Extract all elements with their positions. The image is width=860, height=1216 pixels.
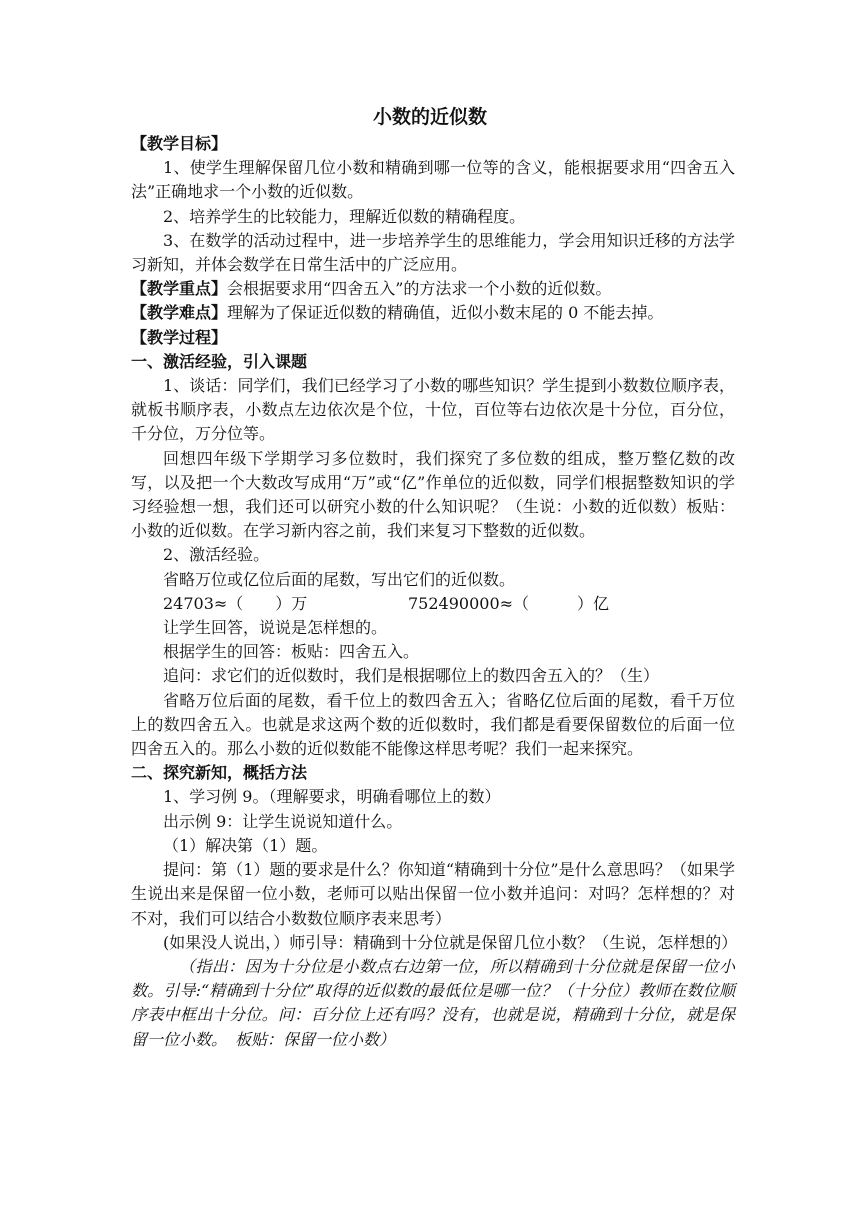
- key-point-text: 会根据要求用“四舍五入”的方法求一个小数的近似数。: [227, 279, 612, 299]
- page-title: 小数的近似数: [372, 106, 487, 128]
- estimate-left: 24703≈（ ）万: [163, 593, 308, 613]
- paragraph: 出示例 9：让学生说说知道什么。: [163, 811, 403, 831]
- paragraph: （1）解决第（1）题。: [163, 835, 328, 855]
- paragraph: 1、谈话：同学们，我们已经学习了小数的哪些知识？学生提到小数数位顺序表，就板书顺序表，小数点左边依次是个位，十位，百位等右边依次是十分位，百分位，千分位，万分位等。: [131, 376, 735, 444]
- paragraph: 提问：第（1）题的要求是什么？你知道“精确到十分位”是什么意思吗？（如果学生说出来是保留一位小数，老师可以贴出保留一位小数并追问：对吗？怎样想的？对不对，我们可以结合小数数位顺序表来思考）: [131, 860, 735, 928]
- paragraph: 回想四年级下学期学习多位数时，我们探究了多位数的组成，整万整亿数的改写，以及把一个大数改写成用“万”或“亿”作单位的近似数，同学们根据整数知识的学习经验想一想，我们还可以研究小数的什么知识呢？（生说：小数的近似数）板贴：小数的近似数。在学习新内容之前，我们来复习下整数的近似数。: [131, 448, 735, 541]
- objective-item: 3、在数学的活动过程中，进一步培养学生的思维能力，学会用知识迁移的方法学习新知，并体会数学在日常生活中的广泛应用。: [131, 230, 735, 275]
- objective-item: 2、培养学生的比较能力，理解近似数的精确程度。: [163, 206, 526, 226]
- key-point-line: [131, 277, 735, 301]
- difficulty-text: 理解为了保证近似数的精确值，近似小数末尾的 0 不能去掉。: [227, 303, 664, 323]
- objective-item: 1、使学生理解保留几位小数和精确到哪一位等的含义，能根据要求用“四舍五入法”正确地求一个小数的近似数。: [131, 158, 735, 202]
- section-heading: 一、激活经验，引入课题: [131, 351, 308, 371]
- paragraph: 省略万位后面的尾数，看千位上的数四舍五入；省略亿位后面的尾数，看千万位上的数四舍五入。也就是求这两个数的近似数时，我们都是看要保留数位的后面一位四舍五入的。那么小数的近似数能不能像这样思考呢？我们一起来探究。: [131, 690, 735, 759]
- paragraph: 1、学习例 9。（理解要求，明确看哪位上的数）: [163, 787, 501, 807]
- paragraph: (如果没人说出，）师引导：精确到十分位就是保留几位小数？（生说，怎样想的）: [163, 932, 738, 952]
- key-point-label: 【教学重点】: [131, 279, 228, 299]
- paragraph: 2、激活经验。: [163, 545, 270, 565]
- italic-note: （指出：因为十分位是小数点右边第一位，所以精确到十分位就是保留一位小数。引导:“精确到十分位”取得的近似数的最低位是哪一位？（十分位）教师在数位顺序表中框出十分位。问：百分位上还有吗？没有，也就是说，精确到十分位，就是保留一位小数。 板贴：保留一位小数）: [131, 956, 735, 1049]
- objectives-heading: 【教学目标】: [131, 134, 228, 153]
- difficulty-line: [131, 301, 735, 325]
- paragraph: 让学生回答，说说是怎样想的。: [163, 618, 388, 638]
- paragraph: 省略万位或亿位后面的尾数，写出它们的近似数。: [163, 569, 516, 589]
- document-body: [131, 132, 738, 1052]
- paragraph: 根据学生的回答：板贴：四舍五入。: [163, 642, 420, 662]
- section-heading: 二、探究新知，概括方法: [131, 763, 308, 783]
- process-heading: 【教学过程】: [131, 327, 228, 347]
- estimate-right: 752490000≈（ ）亿: [408, 593, 610, 613]
- estimate-exercise-row: [131, 592, 735, 616]
- paragraph: 追问：求它们的近似数时，我们是根据哪位上的数四舍五入的？（生）: [163, 666, 660, 686]
- difficulty-label: 【教学难点】: [131, 303, 228, 323]
